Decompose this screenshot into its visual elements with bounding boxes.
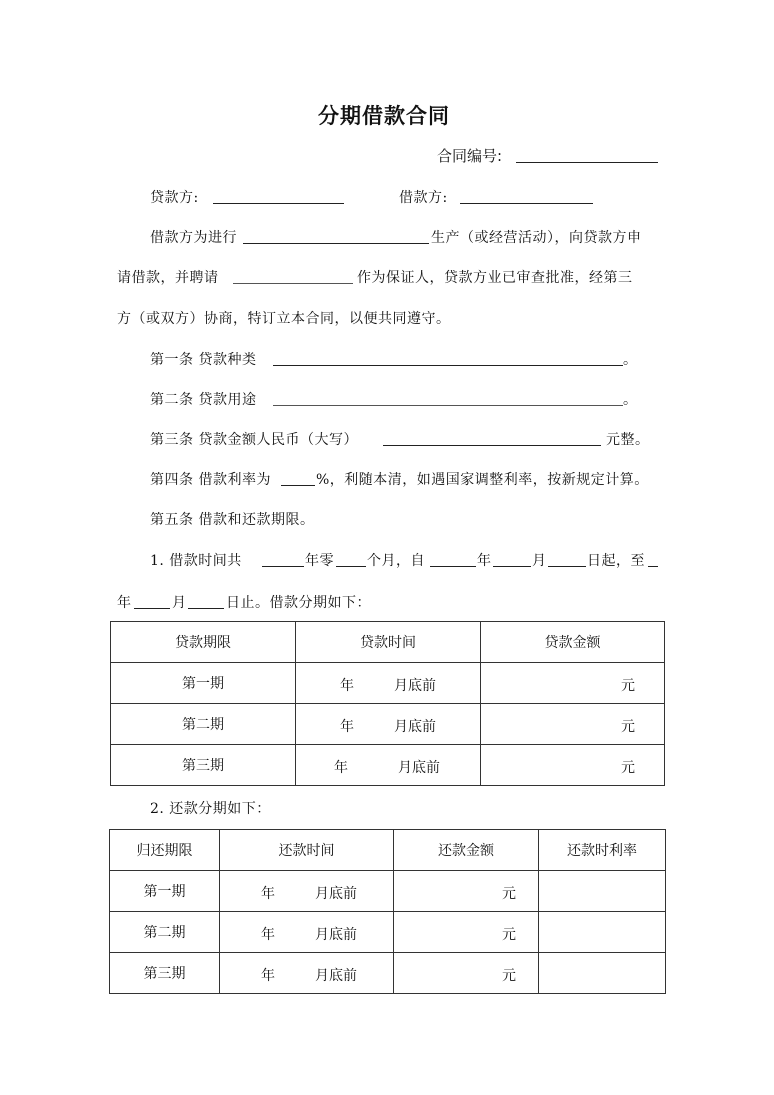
contract-number-field[interactable] — [516, 162, 658, 163]
time-cell[interactable] — [296, 663, 481, 704]
lender-label: 贷款方: — [150, 190, 199, 206]
repay-heading: 2. 还款分期如下： — [150, 801, 271, 817]
amount-cell[interactable] — [394, 912, 539, 953]
year-text: 年 — [261, 968, 275, 984]
term-line2-rest: 日止。借款分期如下： — [226, 595, 371, 611]
amount-cell[interactable] — [394, 953, 539, 994]
year-text: 年 — [261, 886, 275, 902]
article-4-label: 第四条 借款利率为 — [150, 472, 271, 488]
month-text: 月底前 — [394, 719, 436, 735]
yuan-text: 元 — [621, 719, 635, 735]
table-row — [110, 912, 666, 953]
intro-line-1a: 借款方为进行 — [150, 230, 237, 246]
yuan-text: 元 — [502, 886, 516, 902]
month-text: 月底前 — [398, 760, 440, 776]
term-years-field[interactable] — [262, 566, 304, 567]
yuan-text: 元 — [502, 968, 516, 984]
article-2-label: 第二条 贷款用途 — [150, 392, 257, 408]
amount-cell[interactable] — [481, 704, 665, 745]
article-5-label: 第五条 借款和还款期限。 — [150, 512, 315, 528]
month-text: 月底前 — [315, 927, 357, 943]
article-2-end: 。 — [623, 392, 638, 408]
term-line2-year: 年 — [117, 595, 132, 611]
start-month-field[interactable] — [493, 566, 531, 567]
start-year-field[interactable] — [430, 566, 476, 567]
header-cell: 还款时间 — [220, 830, 394, 871]
table-header-row — [110, 830, 666, 871]
guarantor-field[interactable] — [233, 283, 353, 284]
term-text-2: 年零 — [305, 553, 334, 569]
time-cell[interactable] — [296, 704, 481, 745]
term-text-5: 月 — [532, 553, 547, 569]
year-text: 年 — [261, 927, 275, 943]
article-1-label: 第一条 贷款种类 — [150, 352, 257, 368]
intro-line-2a: 请借款，并聘请 — [117, 270, 219, 286]
time-cell[interactable] — [220, 953, 394, 994]
period-cell: 第二期 — [110, 912, 220, 953]
header-cell: 贷款金额 — [481, 622, 665, 663]
table-header-row — [111, 622, 665, 663]
article-1-end: 。 — [623, 352, 638, 368]
intro-line-1b: 生产（或经营活动），向贷款方申 — [431, 230, 642, 246]
year-text: 年 — [334, 760, 348, 776]
header-cell: 贷款时间 — [296, 622, 481, 663]
header-cell: 归还期限 — [110, 830, 220, 871]
rate-cell[interactable] — [539, 871, 666, 912]
period-cell: 第二期 — [111, 704, 296, 745]
lender-field[interactable] — [213, 203, 344, 204]
term-months-field[interactable] — [336, 566, 366, 567]
month-text: 月底前 — [315, 886, 357, 902]
loan-amount-field[interactable] — [383, 445, 601, 446]
amount-cell[interactable] — [481, 745, 665, 786]
term-text-1: 1. 借款时间共 — [150, 553, 242, 569]
article-3-end: 元整。 — [606, 432, 650, 448]
term-text-4: 年 — [477, 553, 492, 569]
rate-cell[interactable] — [539, 953, 666, 994]
repay-schedule-table — [109, 829, 666, 994]
contract-number-label: 合同编号: — [437, 147, 503, 165]
loan-schedule-table — [110, 621, 665, 786]
table-row — [111, 663, 665, 704]
time-cell[interactable] — [296, 745, 481, 786]
table-row — [111, 704, 665, 745]
term-line2-month: 月 — [172, 595, 187, 611]
time-cell[interactable] — [220, 912, 394, 953]
loan-type-field[interactable] — [273, 365, 623, 366]
end-month-field[interactable] — [188, 608, 224, 609]
period-cell: 第三期 — [111, 745, 296, 786]
start-day-field[interactable] — [548, 566, 586, 567]
year-text: 年 — [340, 719, 354, 735]
yuan-text: 元 — [621, 678, 635, 694]
interest-rate-field[interactable] — [281, 485, 315, 486]
rate-cell[interactable] — [539, 912, 666, 953]
month-text: 月底前 — [315, 968, 357, 984]
borrower-field[interactable] — [460, 203, 593, 204]
amount-cell[interactable] — [394, 871, 539, 912]
end-year-field-a[interactable] — [648, 566, 658, 567]
period-cell: 第一期 — [111, 663, 296, 704]
term-text-6: 日起，至 — [587, 553, 645, 569]
time-cell[interactable] — [220, 871, 394, 912]
borrower-label: 借款方: — [399, 190, 448, 206]
amount-cell[interactable] — [481, 663, 665, 704]
intro-line-3: 方（或双方）协商，特订立本合同，以便共同遵守。 — [117, 311, 451, 327]
header-cell: 还款金额 — [394, 830, 539, 871]
article-4-rest: %，利随本清，如遇国家调整利率，按新规定计算。 — [316, 472, 649, 488]
period-cell: 第一期 — [110, 871, 220, 912]
period-cell: 第三期 — [110, 953, 220, 994]
term-text-3: 个月，自 — [367, 553, 425, 569]
header-cell: 贷款期限 — [111, 622, 296, 663]
table-row — [111, 745, 665, 786]
page-title: 分期借款合同 — [318, 104, 450, 128]
month-text: 月底前 — [394, 678, 436, 694]
intro-line-2b: 作为保证人，贷款方业已审查批准，经第三 — [357, 270, 633, 286]
loan-purpose-field[interactable] — [273, 405, 623, 406]
header-cell: 还款时利率 — [539, 830, 666, 871]
table-row — [110, 871, 666, 912]
yuan-text: 元 — [502, 927, 516, 943]
table-row — [110, 953, 666, 994]
yuan-text: 元 — [621, 760, 635, 776]
project-field[interactable] — [243, 243, 429, 244]
year-text: 年 — [340, 678, 354, 694]
article-3-label: 第三条 贷款金额人民币（大写） — [150, 432, 358, 448]
end-year-field-b[interactable] — [134, 608, 170, 609]
